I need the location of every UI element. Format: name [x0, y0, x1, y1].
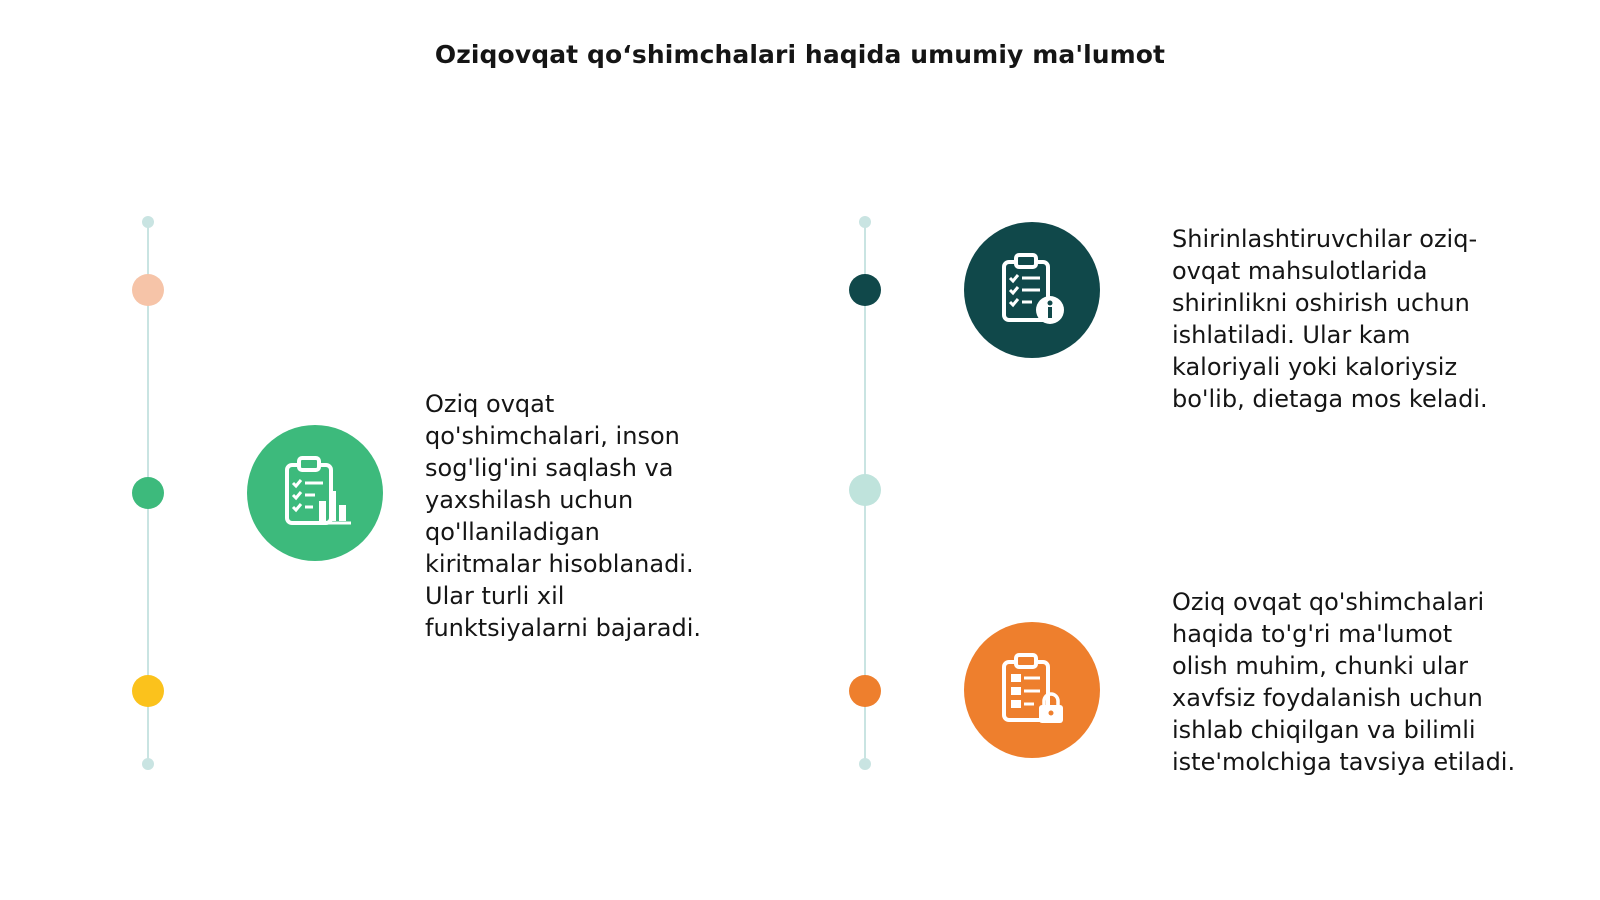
item-text-1: Oziq ovqat qo'shimchalari, inson sog'lig'ini saqlash va yaxshilash uchun qo'llaniladigan kiritmalar hisoblanadi. Ular turli xil funktsiyalarni bajaradi.: [425, 390, 702, 642]
left-timeline-dot-green: [132, 477, 164, 509]
item-text-3: Oziq ovqat qo'shimchalari haqida to'g'ri ma'lumot olish muhim, chunki ular xavfsiz foydalanish uchun ishlab chiqilgan va bilimli iste'molchiga tavsiya etiladi.: [1172, 588, 1516, 776]
left-timeline-top-cap: [142, 216, 154, 228]
middle-timeline-bottom-cap: [859, 758, 871, 770]
clipboard-lock-icon: [964, 622, 1100, 758]
left-timeline-dot-peach: [132, 274, 164, 306]
middle-timeline-top-cap: [859, 216, 871, 228]
clipboard-info-icon: [964, 222, 1100, 358]
clipboard-chart-icon: [247, 425, 383, 561]
item-text-2: Shirinlashtiruvchilar oziq- ovqat mahsulotlarida shirinlikni oshirish uchun ishlatiladi. Ular kam kaloriyali yoki kaloriysiz bo'lib, dietaga mos keladi.: [1172, 225, 1488, 413]
middle-timeline-dot-dark-teal: [849, 274, 881, 306]
clipboard-lock-glyph: [992, 650, 1072, 730]
clipboard-info-glyph: [992, 250, 1072, 330]
left-timeline-dot-yellow: [132, 675, 164, 707]
clipboard-chart-glyph: [275, 453, 355, 533]
middle-timeline-dot-orange: [849, 675, 881, 707]
middle-timeline-dot-light-teal: [849, 474, 881, 506]
left-timeline-bottom-cap: [142, 758, 154, 770]
page-title: Oziqovqat qo‘shimchalari haqida umumiy ma'lumot: [434, 40, 1166, 69]
